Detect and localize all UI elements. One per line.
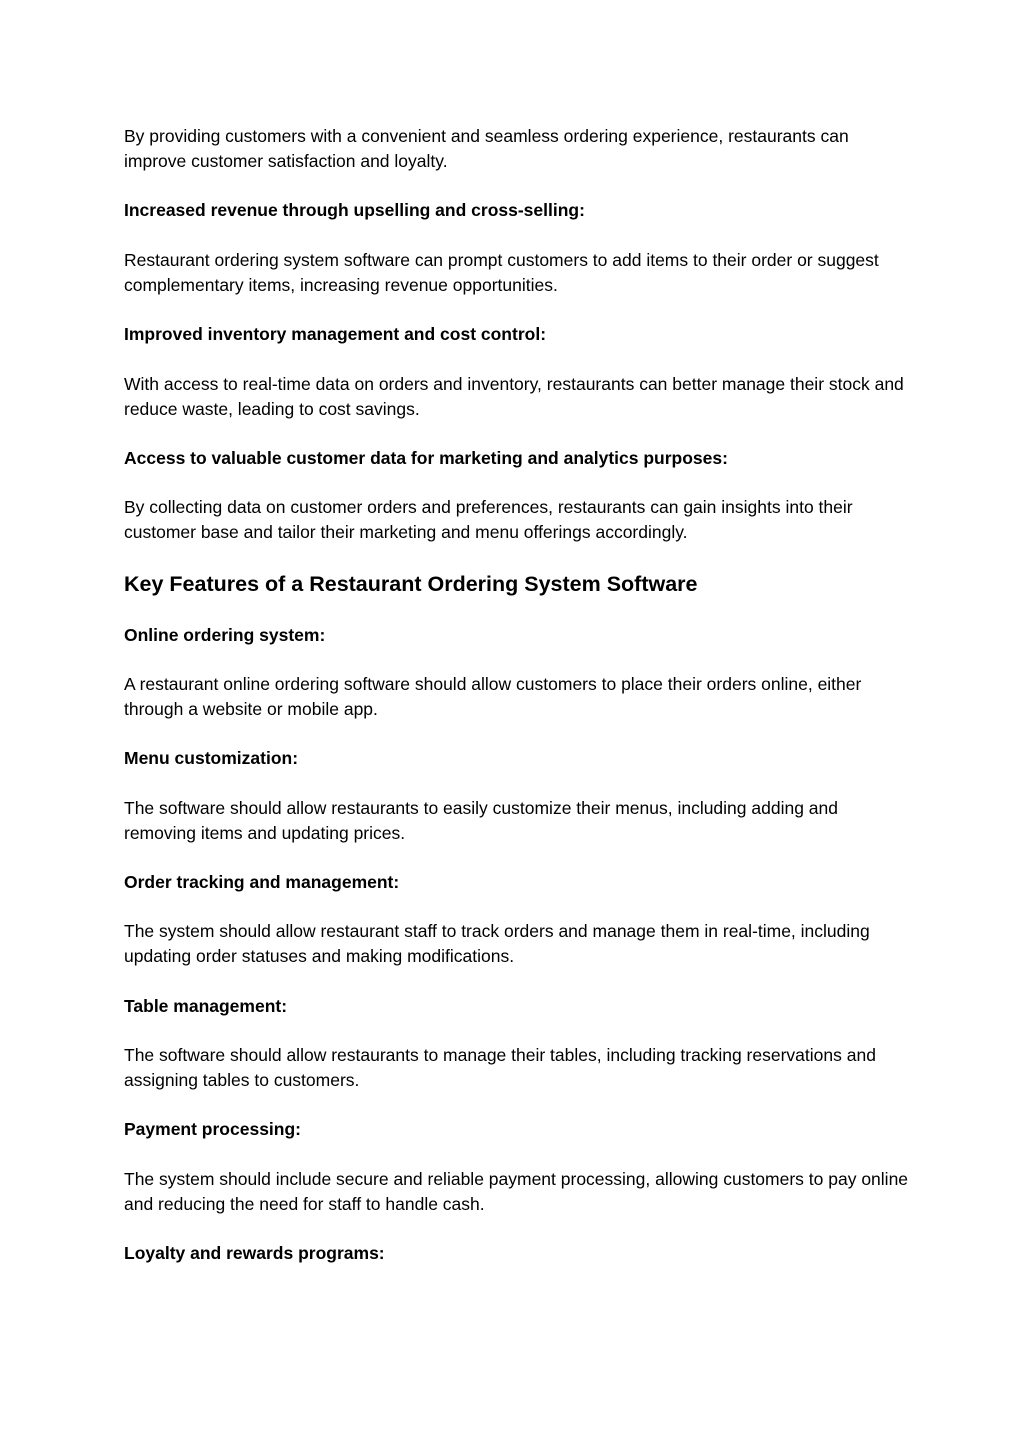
subheading-payment-processing: Payment processing: [124,1119,301,1139]
paragraph-customer-data: By collecting data on customer orders and preferences, restaurants can gain insights into their customer base and tailor their marketing and menu offerings accordingly. [124,497,853,542]
paragraph-customer-satisfaction: By providing customers with a convenient and seamless ordering experience, restaurants can improve customer satisfaction and loyalty. [124,126,849,171]
paragraph-inventory: With access to real-time data on orders and inventory, restaurants can better manage their stock and reduce waste, leading to cost savings. [124,374,904,419]
subheading-order-tracking: Order tracking and management: [124,872,400,892]
paragraph-menu-customization: The software should allow restaurants to easily customize their menus, including adding and removing items and updating prices. [124,798,838,843]
paragraph-upselling: Restaurant ordering system software can prompt customers to add items to their order or suggest complementary items, increasing revenue opportunities. [124,250,879,295]
subheading-table-management: Table management: [124,996,288,1016]
subheading-inventory-management: Improved inventory management and cost control: [124,324,547,344]
paragraph-table-management: The software should allow restaurants to manage their tables, including tracking reservations and assigning tables to customers. [124,1045,876,1090]
paragraph-online-ordering: A restaurant online ordering software should allow customers to place their orders online, either through a website or mobile app. [124,674,862,719]
subheading-customer-data: Access to valuable customer data for marketing and analytics purposes: [124,448,728,468]
subheading-menu-customization: Menu customization: [124,748,299,768]
section-heading-key-features: Key Features of a Restaurant Ordering System Software [124,572,698,596]
subheading-online-ordering: Online ordering system: [124,625,326,645]
subheading-increased-revenue: Increased revenue through upselling and cross-selling: [124,200,585,220]
paragraph-payment-processing: The system should include secure and reliable payment processing, allowing customers to pay online and reducing the need for staff to handle cash. [124,1169,909,1214]
subheading-loyalty-rewards: Loyalty and rewards programs: [124,1243,385,1263]
paragraph-order-tracking: The system should allow restaurant staff to track orders and manage them in real-time, including updating order statuses and making modifications. [124,921,870,966]
